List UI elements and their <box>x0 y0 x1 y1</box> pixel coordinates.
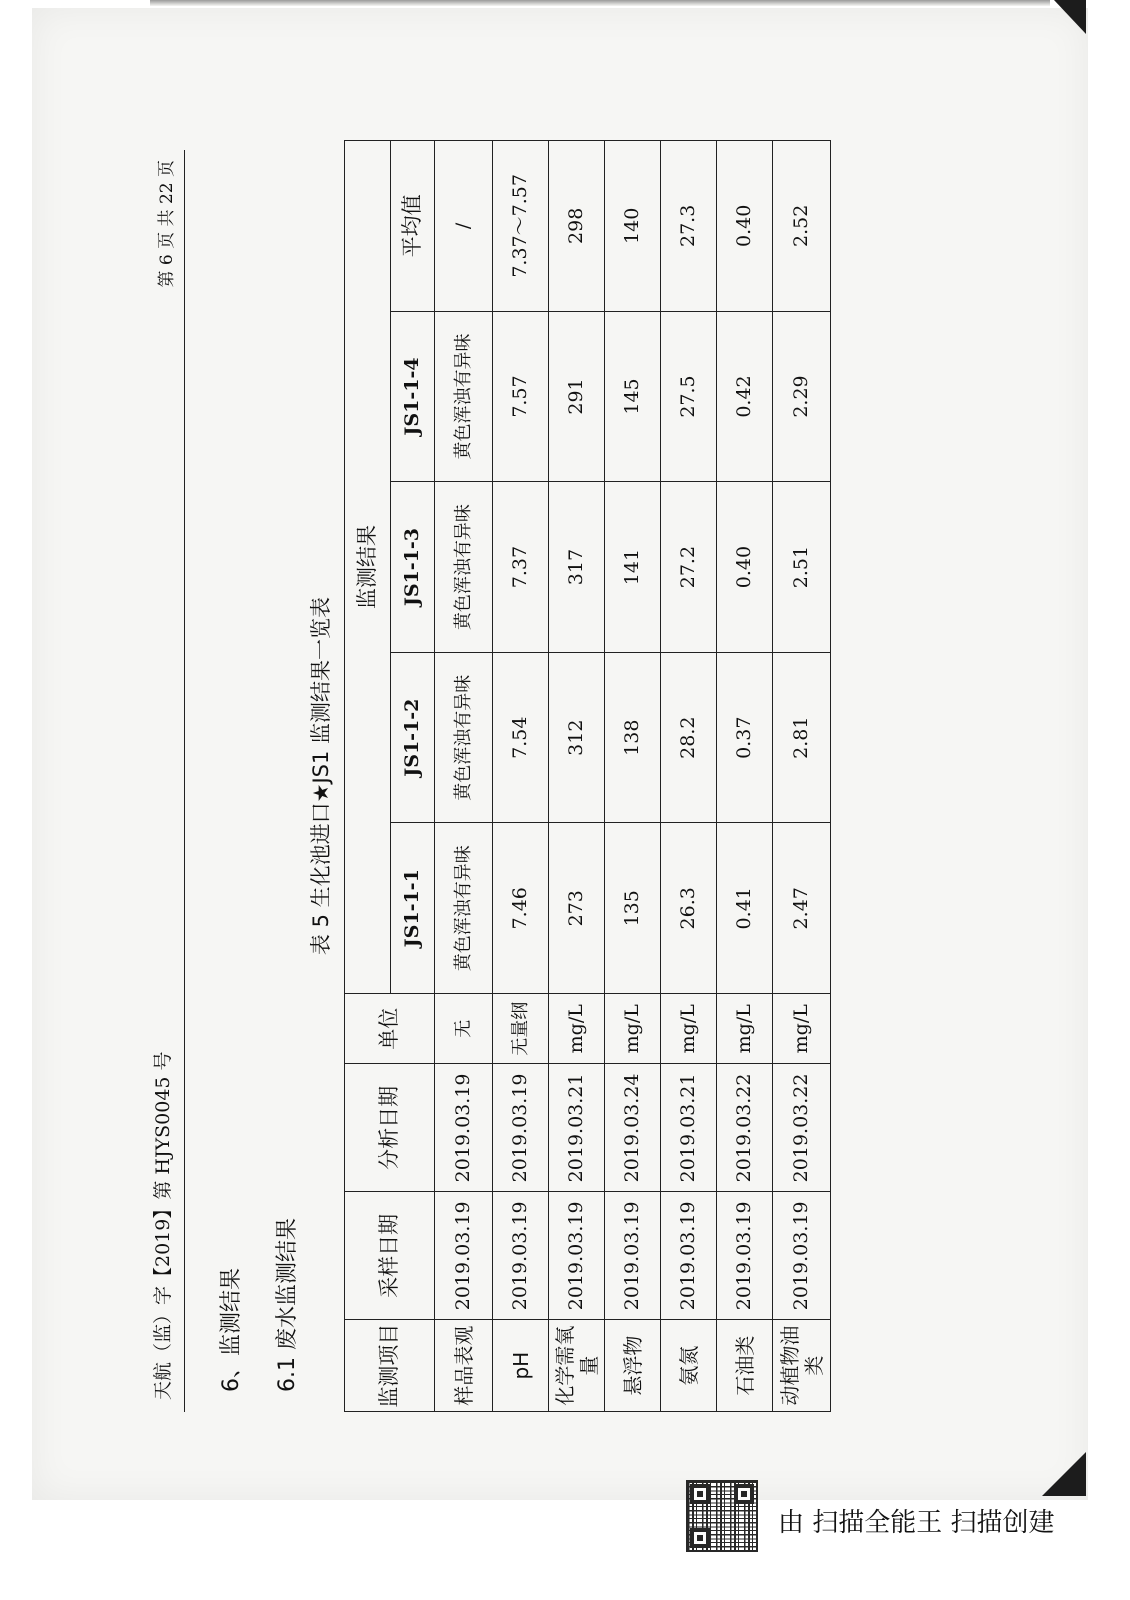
table-row <box>773 141 831 1412</box>
header-analysis-date: 分析日期 <box>345 1064 435 1192</box>
header-sample-4: JS1-1-4 <box>391 311 435 482</box>
row-value-3: 黄色浑浊有异味 <box>435 482 493 653</box>
row-value-3: 0.40 <box>717 482 773 653</box>
row-item: 氨氮 <box>661 1320 717 1412</box>
row-value-1: 0.41 <box>717 823 773 994</box>
row-analysis-date: 2019.03.19 <box>493 1064 549 1192</box>
row-value-1: 26.3 <box>661 823 717 994</box>
scanner-text: 由 扫描全能王 扫描创建 <box>778 1508 1055 1538</box>
qr-code-icon[interactable] <box>686 1480 758 1552</box>
row-value-2: 312 <box>549 652 605 823</box>
row-value-4: 291 <box>549 311 605 482</box>
row-average: 7.37～7.57 <box>493 141 549 312</box>
row-average: 0.40 <box>717 141 773 312</box>
row-item: 样品表观 <box>435 1320 493 1412</box>
header-item: 监测项目 <box>345 1320 435 1412</box>
row-value-3: 7.37 <box>493 482 549 653</box>
row-item: 石油类 <box>717 1320 773 1412</box>
row-analysis-date: 2019.03.22 <box>717 1064 773 1192</box>
row-sample-date: 2019.03.19 <box>661 1192 717 1320</box>
row-sample-date: 2019.03.19 <box>605 1192 661 1320</box>
row-sample-date: 2019.03.19 <box>493 1192 549 1320</box>
page-number: 第 6 页 共 22 页 <box>157 160 177 288</box>
row-analysis-date: 2019.03.21 <box>661 1064 717 1192</box>
qr-finder-icon <box>690 1528 710 1548</box>
row-sample-date: 2019.03.19 <box>773 1192 831 1320</box>
row-item: 悬浮物 <box>605 1320 661 1412</box>
monitoring-results-table <box>344 140 831 1412</box>
row-value-2: 黄色浑浊有异味 <box>435 652 493 823</box>
table-row <box>493 141 549 1412</box>
row-average: 27.3 <box>661 141 717 312</box>
row-value-2: 2.81 <box>773 652 831 823</box>
row-value-4: 2.29 <box>773 311 831 482</box>
row-unit: mg/L <box>717 994 773 1064</box>
row-average: 2.52 <box>773 141 831 312</box>
header-sample-2: JS1-1-2 <box>391 652 435 823</box>
row-unit: mg/L <box>661 994 717 1064</box>
table-row <box>549 141 605 1412</box>
row-item: 动植物油类 <box>773 1320 831 1412</box>
section-heading-6: 6、监测结果 <box>219 1268 244 1392</box>
row-value-2: 0.37 <box>717 652 773 823</box>
row-value-1: 2.47 <box>773 823 831 994</box>
row-sample-date: 2019.03.19 <box>435 1192 493 1320</box>
row-value-2: 138 <box>605 652 661 823</box>
row-unit: mg/L <box>549 994 605 1064</box>
table-row <box>717 141 773 1412</box>
row-item: 化学需氧量 <box>549 1320 605 1412</box>
qr-finder-icon <box>734 1484 754 1504</box>
scan-edge-shadow <box>150 0 1050 6</box>
row-value-3: 27.2 <box>661 482 717 653</box>
table-caption: 表 5 生化池进口★JS1 监测结果一览表 <box>309 596 333 956</box>
row-value-3: 2.51 <box>773 482 831 653</box>
row-value-4: 145 <box>605 311 661 482</box>
row-average: 140 <box>605 141 661 312</box>
row-unit: mg/L <box>773 994 831 1064</box>
header-rule <box>184 150 185 1412</box>
header-sample-date: 采样日期 <box>345 1192 435 1320</box>
header-sample-3: JS1-1-3 <box>391 482 435 653</box>
row-analysis-date: 2019.03.19 <box>435 1064 493 1192</box>
row-value-2: 7.54 <box>493 652 549 823</box>
row-value-3: 141 <box>605 482 661 653</box>
row-value-1: 273 <box>549 823 605 994</box>
row-value-4: 黄色浑浊有异味 <box>435 311 493 482</box>
row-item: pH <box>493 1320 549 1412</box>
header-sample-1: JS1-1-1 <box>391 823 435 994</box>
row-unit: 无 <box>435 994 493 1064</box>
section-heading-6-1: 6.1 废水监测结果 <box>275 1218 300 1392</box>
row-average: / <box>435 141 493 312</box>
rotated-document-content <box>122 152 882 1412</box>
row-unit: 无量纲 <box>493 994 549 1064</box>
row-value-4: 0.42 <box>717 311 773 482</box>
table-row <box>435 141 493 1412</box>
row-sample-date: 2019.03.19 <box>549 1192 605 1320</box>
scanner-watermark <box>686 1480 1106 1564</box>
row-value-1: 135 <box>605 823 661 994</box>
row-analysis-date: 2019.03.22 <box>773 1064 831 1192</box>
row-value-4: 7.57 <box>493 311 549 482</box>
qr-finder-icon <box>690 1484 710 1504</box>
row-value-2: 28.2 <box>661 652 717 823</box>
header-unit: 单位 <box>345 994 435 1064</box>
header-results: 监测结果 <box>345 141 391 994</box>
row-unit: mg/L <box>605 994 661 1064</box>
row-value-4: 27.5 <box>661 311 717 482</box>
row-average: 298 <box>549 141 605 312</box>
row-analysis-date: 2019.03.24 <box>605 1064 661 1192</box>
row-value-3: 317 <box>549 482 605 653</box>
header-average: 平均值 <box>391 141 435 312</box>
row-value-1: 黄色浑浊有异味 <box>435 823 493 994</box>
table-row <box>605 141 661 1412</box>
row-value-1: 7.46 <box>493 823 549 994</box>
row-sample-date: 2019.03.19 <box>717 1192 773 1320</box>
document-id: 天航（监）字【2019】第 HJYS0045 号 <box>152 1051 174 1400</box>
row-analysis-date: 2019.03.21 <box>549 1064 605 1192</box>
table-row <box>661 141 717 1412</box>
